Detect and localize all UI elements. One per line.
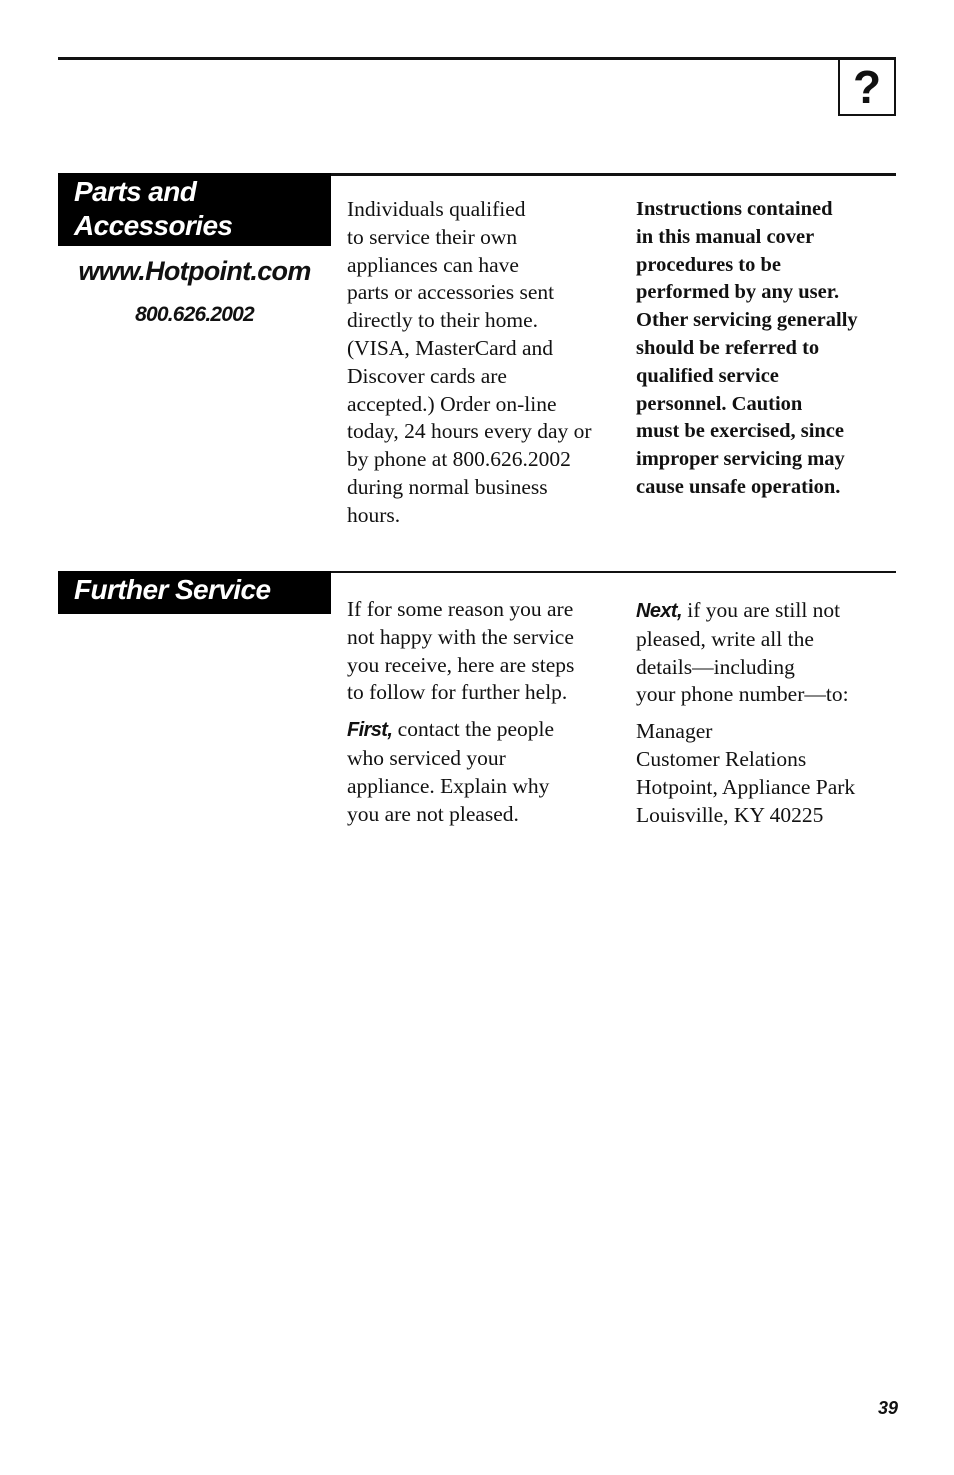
question-mark-icon: ? <box>838 60 896 116</box>
section-rule-parts <box>331 173 896 176</box>
further-left-column <box>347 596 574 828</box>
phone-number: 800.626.2002 <box>135 303 254 326</box>
parts-body <box>347 196 592 530</box>
text-line: who serviced your <box>347 745 506 770</box>
text-line: to service their own <box>347 224 518 249</box>
text-line: accepted.) Order on-line <box>347 391 557 416</box>
text-line: should be referred to <box>636 336 820 359</box>
heading-line: Accessories <box>74 210 233 241</box>
address-line: Hotpoint, Appliance Park <box>636 774 856 799</box>
text-run: contact the people <box>392 717 555 742</box>
text-line: you are not pleased. <box>347 801 519 826</box>
text-line: Other servicing generally <box>636 309 858 332</box>
text-line: not happy with the service <box>347 624 574 649</box>
next-lead: Next, <box>636 600 682 622</box>
parts-warning <box>636 196 858 502</box>
text-run: if you are still not <box>681 598 841 622</box>
text-line: personnel. Caution <box>636 392 803 415</box>
page-number: 39 <box>877 1398 898 1418</box>
text-line: appliance. Explain why <box>347 773 550 798</box>
text-line: directly to their home. <box>347 308 539 333</box>
address-line: Customer Relations <box>636 746 807 771</box>
text-line: hours. <box>347 502 401 527</box>
text-line: Discover cards are <box>347 363 507 388</box>
text-line: to follow for further help. <box>347 680 568 705</box>
text-line: must be exercised, since <box>636 420 845 443</box>
text-line: performed by any user. <box>636 281 840 304</box>
heading-parts-and-accessories <box>58 173 331 246</box>
text-line: your phone number—to: <box>636 682 849 707</box>
text-line: procedures to be <box>636 253 782 276</box>
text-line: details—including <box>636 654 795 679</box>
text-line: during normal business <box>347 474 548 499</box>
text-line: by phone at 800.626.2002 <box>347 447 571 472</box>
text-line: If for some reason you are <box>347 597 574 621</box>
heading-line: Further Service <box>74 574 271 605</box>
text-line: you receive, here are steps <box>347 652 575 677</box>
text-line: appliances can have <box>347 252 519 277</box>
text-line: qualified service <box>636 364 779 387</box>
text-line: improper servicing may <box>636 448 845 471</box>
address-line: Manager <box>636 719 713 744</box>
text-line <box>347 716 574 745</box>
text-line: in this manual cover <box>636 225 815 248</box>
first-lead: First, <box>347 719 393 742</box>
address-line: Louisville, KY 40225 <box>636 802 824 827</box>
top-rule <box>58 57 896 60</box>
website-link[interactable]: www.Hotpoint.com <box>78 256 311 286</box>
heading-further-service <box>58 571 331 614</box>
heading-line: Parts and <box>74 176 197 207</box>
text-line: (VISA, MasterCard and <box>347 335 553 360</box>
text-line: Instructions contained <box>636 198 833 220</box>
text-line: pleased, write all the <box>636 626 814 651</box>
text-line: cause unsafe operation. <box>636 475 841 498</box>
text-line: parts or accessories sent <box>347 280 555 305</box>
further-right-column <box>636 597 855 829</box>
text-line: Individuals qualified <box>347 197 526 221</box>
text-line: today, 24 hours every day or <box>347 419 592 444</box>
text-line <box>636 597 855 626</box>
section-rule-further <box>331 571 896 573</box>
